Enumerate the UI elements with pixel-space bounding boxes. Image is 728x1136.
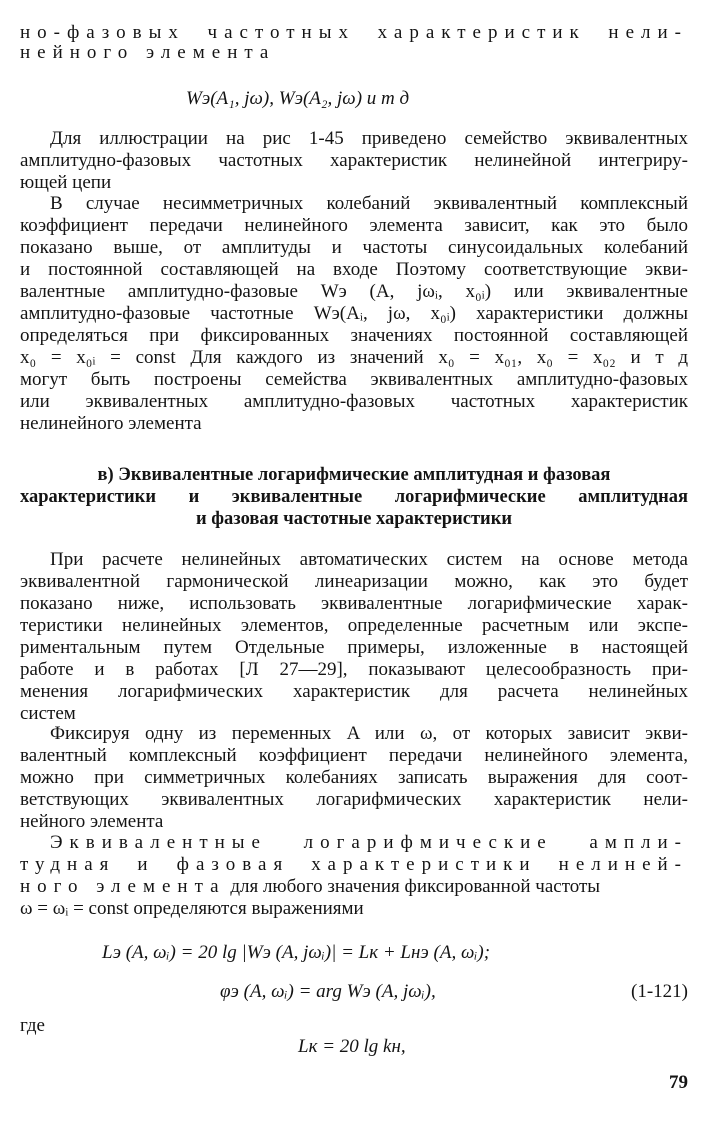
para5-line-2: тудная и фазовая характеристики нелиней- xyxy=(20,854,688,875)
para5-line-4: ω = ωᵢ = const определяются выражениями xyxy=(20,898,364,919)
section-heading-line-2: характеристики и эквивалентные логарифмические амплитудная xyxy=(20,487,688,507)
para3-line-8: систем xyxy=(20,703,76,724)
intro-line-2: нейного элемента xyxy=(20,42,276,63)
para2-line-7: определяться при фиксированных значениях постоянной составляющей xyxy=(20,325,688,346)
para4-line-5: нейного элемента xyxy=(20,811,164,832)
para2-line-3: показано выше, от амплитуды и частоты синусоидальных колебаний xyxy=(20,237,688,258)
para3-line-5: риментальным путем Отдельные примеры, изложенные в настоящей xyxy=(20,637,688,658)
para3-line-6: работе и в работах [Л 27—29], показывают целесообразность при- xyxy=(20,659,688,680)
para1-line-3: ющей цепи xyxy=(20,172,112,193)
para5-line-3-tail: для любого значения фиксированной частоты xyxy=(230,876,601,897)
para4-line-1: Фиксируя одну из переменных A или ω, от которых зависит экви- xyxy=(50,723,688,744)
para3-line-3: показано ниже, использовать эквивалентные логарифмические харак- xyxy=(20,593,688,614)
para2-line-4: и постоянной составляющей на входе Поэтому соответствующие экви- xyxy=(20,259,688,280)
para2-line-9: могут быть построены семейства эквивалентных амплитудно-фазовых xyxy=(20,369,688,390)
section-heading-line-1: в) Эквивалентные логарифмические амплитудная и фазовая xyxy=(97,465,611,485)
para2-line-8: x₀ = x₀ᵢ = const Для каждого из значений x₀ = x₀₁, x₀ = x₀₂ и т д xyxy=(20,347,688,368)
para2-line-5: валентные амплитудно-фазовые Wэ (A, jωᵢ, x₀ᵢ) или эквивалентные xyxy=(20,281,688,302)
intro-line-1: но-фазовых частотных характеристик нели- xyxy=(20,22,688,43)
para2-line-1: В случае несимметричных колебаний эквивалентный комплексный xyxy=(50,193,688,214)
para4-line-2: валентный комплексный коэффициент передачи нелинейного элемента, xyxy=(20,745,688,766)
para2-line-11: нелинейного элемента xyxy=(20,413,202,434)
formula-w-series: Wэ(A₁, jω), Wэ(A₂, jω) и т д xyxy=(186,88,410,109)
para2-line-6: амплитудно-фазовые частотные Wэ(Aᵢ, jω, x₀ᵢ) характеристики должны xyxy=(20,303,688,324)
para5-line-3 xyxy=(20,876,688,898)
equation-phase: φэ (A, ωᵢ) = arg Wэ (A, jωᵢ), xyxy=(220,981,436,1002)
para5-line-1: Эквивалентные логарифмические ампли- xyxy=(50,832,688,853)
para4-line-3: можно при симметричных колебаниях записать выражения для соот- xyxy=(20,767,688,788)
para2-line-2: коэффициент передачи нелинейного элемента зависит, как это было xyxy=(20,215,688,236)
equation-lk: Lк = 20 lg kн, xyxy=(298,1036,406,1057)
para3-line-1: При расчете нелинейных автоматических систем на основе метода xyxy=(50,549,688,570)
para5-line-3-spaced: ного элемента xyxy=(20,876,226,897)
where-label: где xyxy=(20,1015,45,1036)
para4-line-4: ветствующих эквивалентных логарифмических характеристик нели- xyxy=(20,789,688,810)
para3-line-2: эквивалентной гармонической линеаризации можно, как это будет xyxy=(20,571,688,592)
equation-number: (1-121) xyxy=(631,981,688,1002)
para2-line-10: или эквивалентных амплитудно-фазовых частотных характеристик xyxy=(20,391,688,412)
para3-line-7: менения логарифмических характеристик для расчета нелинейных xyxy=(20,681,688,702)
page-number: 79 xyxy=(669,1072,688,1093)
para1-line-1: Для иллюстрации на рис 1-45 приведено семейство эквивалентных xyxy=(50,128,688,149)
para3-line-4: теристики нелинейных элементов, определенные расчетным или экспе- xyxy=(20,615,688,636)
para1-line-2: амплитудно-фазовых частотных характеристик нелинейной интегриру- xyxy=(20,150,688,171)
equation-log-amplitude: Lэ (A, ωᵢ) = 20 lg |Wэ (A, jωᵢ)| = Lк + Lнэ (A, ωᵢ); xyxy=(102,942,491,963)
section-heading-line-3: и фазовая частотные характеристики xyxy=(195,509,513,529)
